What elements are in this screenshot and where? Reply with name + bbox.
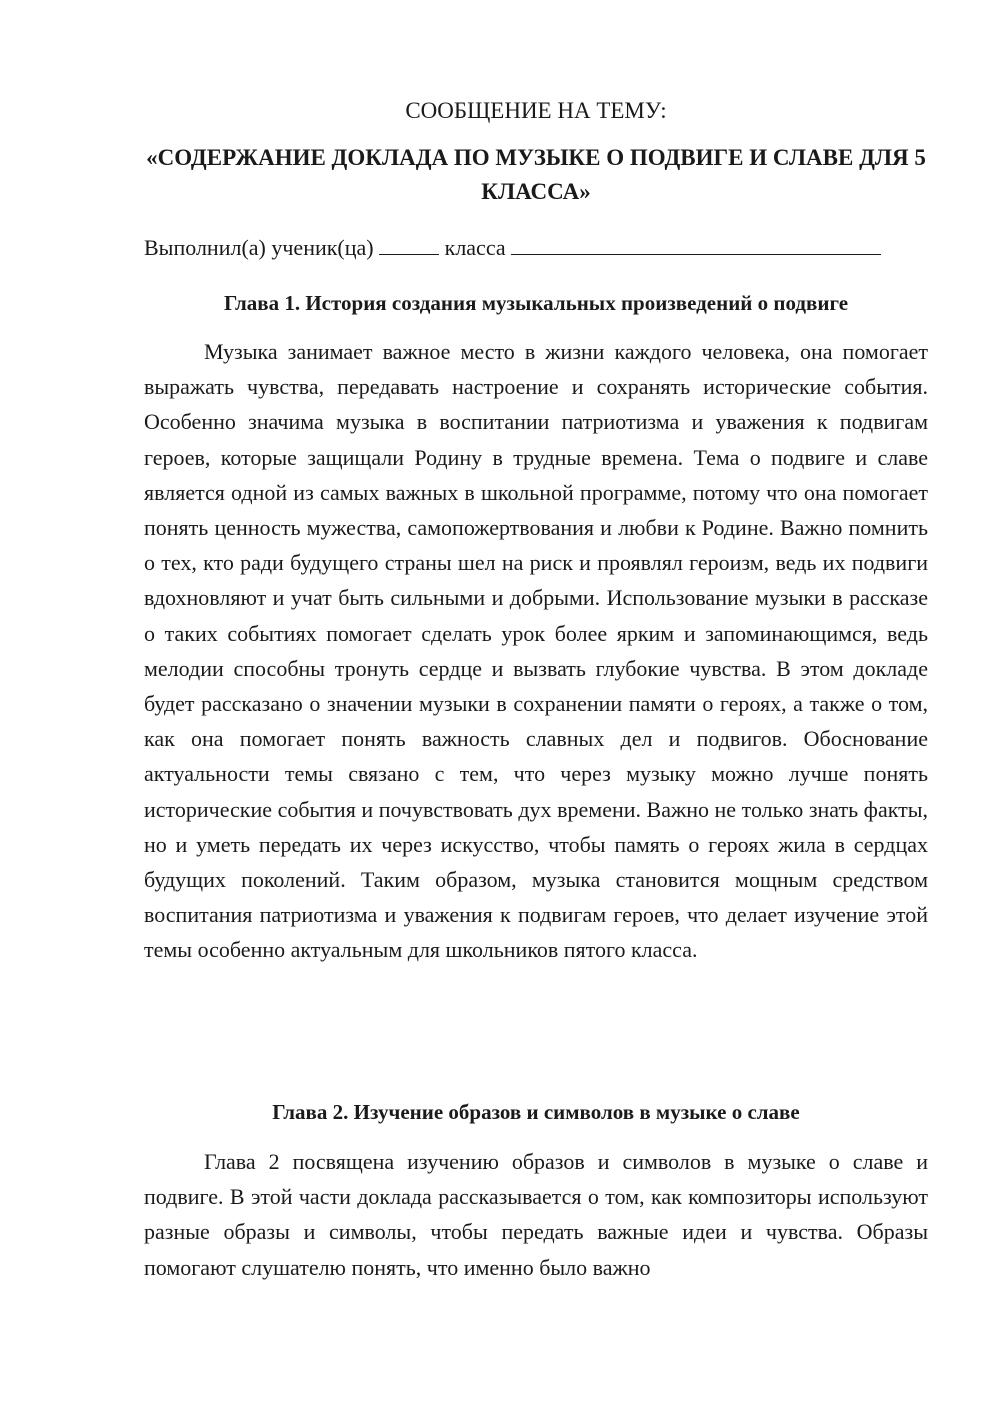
class-number-blank xyxy=(379,230,439,255)
chapter-2-title: Глава 2. Изучение образов и символов в музыке о славе xyxy=(272,1100,800,1124)
class-label: класса xyxy=(444,235,506,260)
student-name-blank xyxy=(511,230,881,255)
chapter-2-paragraph: Глава 2 посвящена изучению образов и символов в музыке о славе и подвиге. В этой части доклада рассказывается о том, как композиторы используют разные образы и символы, чтобы передать важные идеи и чувства. Образы помогают слушателю понять, что именно было важно xyxy=(144,1149,928,1280)
chapter-1-paragraph: Музыка занимает важное место в жизни каждого человека, она помогает выражать чувства, передавать настроение и сохранять исторические события. Особенно значима музыка в воспитании патриотизма и уважения к подвигам героев, которые защищали Родину в трудные времена. Тема о подвиге и славе является одной из самых важных в школьной программе, потому что она помогает понять ценность мужества, самопожертвования и любви к Родине. Важно помнить о тех, кто ради будущего страны шел на риск и проявлял героизм, ведь их подвиги вдохновляют и учат быть сильными и добрыми. Использование музыки в рассказе о таких событиях помогает сделать урок более ярким и запоминающимся, ведь мелодии способны тронуть сердце и вызвать глубокие чувства. В этом докладе будет рассказано о значении музыки в сохранении памяти о героях, а также о том, как она помогает понять важность славных дел и подвигов. Обоснование актуальности темы связано с тем, что через музыку можно лучше понять исторические события и почувствовать дух времени. Важно не только знать факты, но и уметь передать их через искусство, чтобы память о героях жила в сердцах будущих поколений. Таким образом, музыка становится мощным средством воспитания патриотизма и уважения к подвигам героев, что делает изучение этой темы особенно актуальным для школьников пятого класса. xyxy=(144,339,928,963)
author-line xyxy=(144,230,928,265)
report-type-heading: СООБЩЕНИЕ НА ТЕМУ: xyxy=(405,98,667,123)
chapter-1-title: Глава 1. История создания музыкальных произведений о подвиге xyxy=(223,291,849,315)
report-title: «СОДЕРЖАНИЕ ДОКЛАДА ПО МУЗЫКЕ О ПОДВИГЕ И СЛАВЕ ДЛЯ 5 КЛАССА» xyxy=(146,145,926,204)
author-label: Выполнил(а) ученик(ца) xyxy=(144,235,374,260)
